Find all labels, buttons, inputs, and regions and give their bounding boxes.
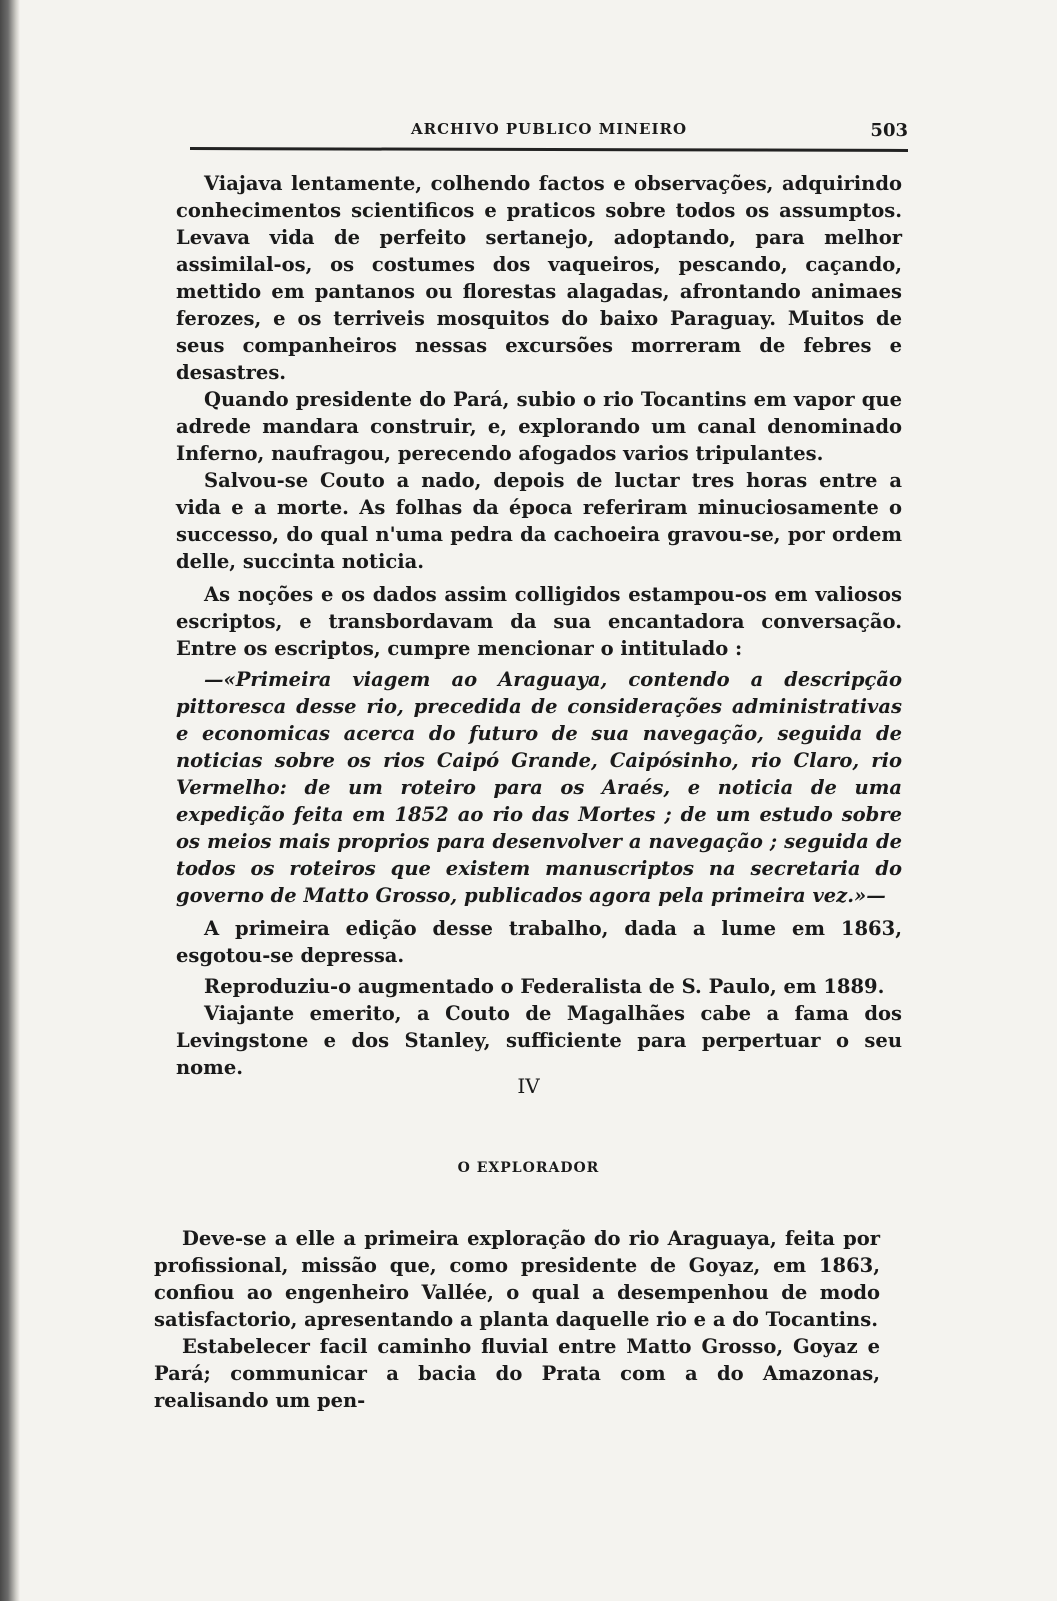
paragraph: Estabelecer facil caminho fluvial entre Matto Grosso, Goyaz e Pará; communicar a bacia do Prata com a do Amazonas, realisando um pen-	[154, 1335, 880, 1412]
paragraph: Viajava lentamente, colhendo factos e observações, adquirindo conhecimentos scientificos e praticos sobre todos os assumptos. Levava vida de perfeito sertanejo, adoptando, para melhor assimilal-os, os costumes dos vaqueiros, pescando, caçando, mettido em pantanos ou florestas alagadas, afrontando animaes ferozes, e os terriveis mosquitos do baixo Paraguay. Muitos de seus companheiros nessas excursões morreram de febres e desastres.	[176, 172, 902, 384]
header-title: ARCHIVO PUBLICO MINEIRO	[410, 120, 688, 138]
paragraph: Deve-se a elle a primeira exploração do rio Araguaya, feita por profissional, missão que, como presidente de Goyaz, em 1863, confiou ao engenheiro Vallée, o qual a desempenhou de modo satisfactorio, apresentando a planta daquelle rio e a do Tocantins.	[154, 1227, 880, 1331]
header-rule	[190, 147, 908, 152]
page-number: 503	[870, 120, 908, 141]
paragraph: Reproduziu-o augmentado o Federalista de S. Paulo, em 1889.	[204, 975, 885, 998]
running-header	[190, 118, 908, 148]
section-number: IV	[517, 1074, 540, 1098]
section-1-body	[176, 170, 902, 1081]
book-title-quote: —«Primeira viagem ao Araguaya, contendo a descripção pittoresca desse rio, precedida de considerações administrativas e economicas acerca do futuro de sua navegação, seguida de noticias sobre os rios Caipó Grande, Caipósinho, rio Claro, rio Vermelho: de um roteiro para os Araés, e noticia de uma expedição feita em 1852 ao rio das Mortes ; de um estudo sobre os meios mais proprios para desenvolver a navegação ; seguida de todos os roteiros que existem manuscriptos na secretaria do governo de Matto Grosso, publicados agora pela primeira vez.»—	[176, 668, 902, 907]
book-spine-shadow	[0, 0, 20, 1601]
section-2-body	[154, 1225, 880, 1414]
paragraph: Quando presidente do Pará, subio o rio Tocantins em vapor que adrede mandara construir, e, explorando um canal denominado Inferno, naufragou, perecendo afogados varios tripulantes.	[176, 388, 902, 465]
paragraph: Viajante emerito, a Couto de Magalhães cabe a fama dos Levingstone e dos Stanley, sufficiente para perpertuar o seu nome.	[176, 1002, 902, 1079]
paragraph: A primeira edição desse trabalho, dada a lume em 1863, esgotou-se depressa.	[176, 917, 902, 967]
paragraph: Salvou-se Couto a nado, depois de luctar tres horas entre a vida e a morte. As folhas da época referiram minuciosamente o successo, do qual n'uma pedra da cachoeira gravou-se, por ordem delle, succinta noticia.	[176, 469, 902, 573]
paragraph: As noções e os dados assim colligidos estampou-os em valiosos escriptos, e transbordavam da sua encantadora conversação. Entre os escriptos, cumpre mencionar o intitulado :	[176, 583, 902, 660]
section-title: O EXPLORADOR	[457, 1160, 600, 1176]
